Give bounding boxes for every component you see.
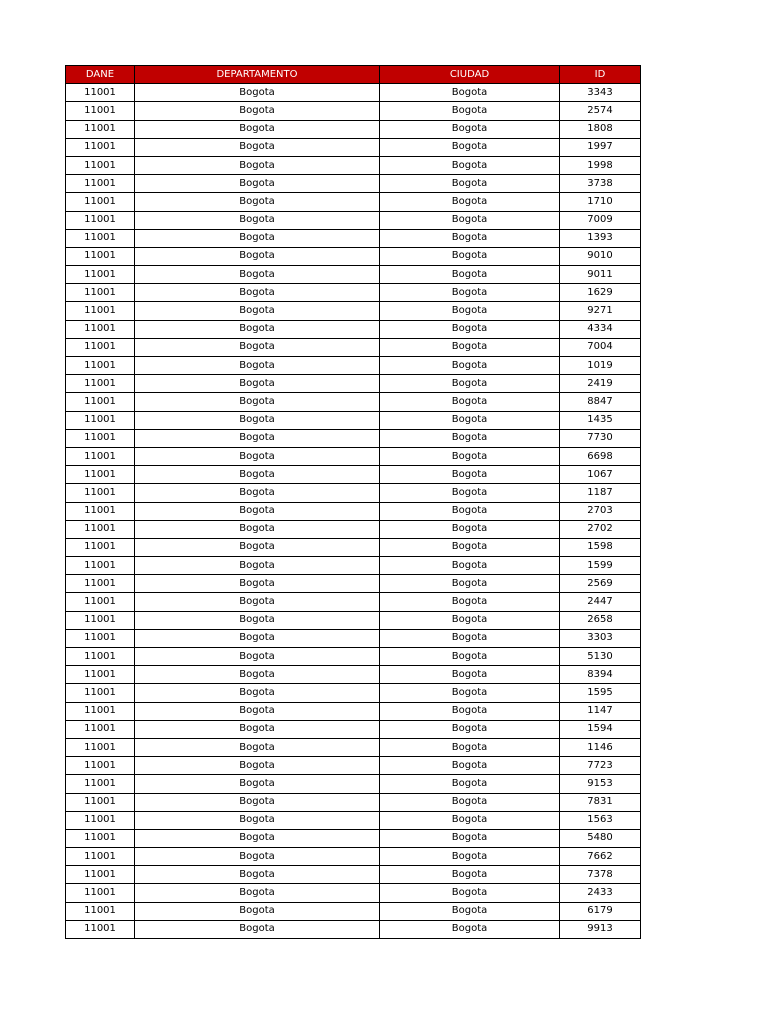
cell-departamento: Bogota <box>135 484 380 502</box>
table-row <box>66 702 641 720</box>
cell-id: 2658 <box>560 611 641 629</box>
cell-id: 7009 <box>560 211 641 229</box>
cell-id: 1147 <box>560 702 641 720</box>
cell-dane: 11001 <box>66 266 135 284</box>
table-row <box>66 811 641 829</box>
cell-dane: 11001 <box>66 484 135 502</box>
cell-dane: 11001 <box>66 320 135 338</box>
cell-id: 1393 <box>560 229 641 247</box>
cell-departamento: Bogota <box>135 738 380 756</box>
cell-id: 1997 <box>560 138 641 156</box>
cell-dane: 11001 <box>66 375 135 393</box>
cell-departamento: Bogota <box>135 302 380 320</box>
cell-dane: 11001 <box>66 738 135 756</box>
cell-departamento: Bogota <box>135 920 380 938</box>
table-row <box>66 593 641 611</box>
cell-departamento: Bogota <box>135 411 380 429</box>
cell-departamento: Bogota <box>135 338 380 356</box>
cell-id: 1019 <box>560 357 641 375</box>
cell-ciudad: Bogota <box>380 447 560 465</box>
table-row <box>66 502 641 520</box>
cell-ciudad: Bogota <box>380 738 560 756</box>
cell-id: 1067 <box>560 466 641 484</box>
cell-id: 1599 <box>560 557 641 575</box>
cell-id: 2569 <box>560 575 641 593</box>
cell-ciudad: Bogota <box>380 193 560 211</box>
cell-dane: 11001 <box>66 211 135 229</box>
cell-id: 1808 <box>560 120 641 138</box>
table-row <box>66 266 641 284</box>
table-row <box>66 757 641 775</box>
cell-id: 4334 <box>560 320 641 338</box>
cell-ciudad: Bogota <box>380 829 560 847</box>
table-row <box>66 648 641 666</box>
cell-departamento: Bogota <box>135 357 380 375</box>
cell-dane: 11001 <box>66 920 135 938</box>
table-row <box>66 411 641 429</box>
cell-ciudad: Bogota <box>380 902 560 920</box>
cell-departamento: Bogota <box>135 393 380 411</box>
cell-ciudad: Bogota <box>380 720 560 738</box>
table-row <box>66 229 641 247</box>
cell-ciudad: Bogota <box>380 702 560 720</box>
cell-dane: 11001 <box>66 848 135 866</box>
cell-id: 8394 <box>560 666 641 684</box>
cell-ciudad: Bogota <box>380 538 560 556</box>
cell-id: 2702 <box>560 520 641 538</box>
cell-id: 1998 <box>560 156 641 174</box>
cell-ciudad: Bogota <box>380 866 560 884</box>
table-row <box>66 393 641 411</box>
cell-departamento: Bogota <box>135 229 380 247</box>
cell-ciudad: Bogota <box>380 84 560 102</box>
cell-ciudad: Bogota <box>380 138 560 156</box>
cell-ciudad: Bogota <box>380 266 560 284</box>
cell-departamento: Bogota <box>135 684 380 702</box>
cell-departamento: Bogota <box>135 284 380 302</box>
cell-ciudad: Bogota <box>380 920 560 938</box>
cell-id: 9271 <box>560 302 641 320</box>
cell-dane: 11001 <box>66 120 135 138</box>
table-row <box>66 193 641 211</box>
cell-id: 2419 <box>560 375 641 393</box>
cell-ciudad: Bogota <box>380 156 560 174</box>
cell-dane: 11001 <box>66 520 135 538</box>
cell-dane: 11001 <box>66 156 135 174</box>
cell-id: 2574 <box>560 102 641 120</box>
cell-id: 1146 <box>560 738 641 756</box>
cell-id: 7378 <box>560 866 641 884</box>
cell-dane: 11001 <box>66 684 135 702</box>
cell-departamento: Bogota <box>135 648 380 666</box>
cell-departamento: Bogota <box>135 175 380 193</box>
cell-departamento: Bogota <box>135 156 380 174</box>
cell-id: 5480 <box>560 829 641 847</box>
cell-id: 5130 <box>560 648 641 666</box>
cell-ciudad: Bogota <box>380 757 560 775</box>
table-row <box>66 738 641 756</box>
cell-ciudad: Bogota <box>380 593 560 611</box>
cell-departamento: Bogota <box>135 811 380 829</box>
cell-dane: 11001 <box>66 793 135 811</box>
cell-id: 2447 <box>560 593 641 611</box>
cell-departamento: Bogota <box>135 447 380 465</box>
cell-id: 2703 <box>560 502 641 520</box>
cell-departamento: Bogota <box>135 429 380 447</box>
cell-ciudad: Bogota <box>380 575 560 593</box>
cell-ciudad: Bogota <box>380 120 560 138</box>
cell-ciudad: Bogota <box>380 211 560 229</box>
cell-id: 1563 <box>560 811 641 829</box>
cell-departamento: Bogota <box>135 702 380 720</box>
cell-id: 6179 <box>560 902 641 920</box>
table-row <box>66 175 641 193</box>
cell-dane: 11001 <box>66 648 135 666</box>
table-row <box>66 284 641 302</box>
cell-departamento: Bogota <box>135 193 380 211</box>
cell-ciudad: Bogota <box>380 557 560 575</box>
table-row <box>66 120 641 138</box>
cell-dane: 11001 <box>66 102 135 120</box>
cell-dane: 11001 <box>66 702 135 720</box>
cell-id: 1710 <box>560 193 641 211</box>
cell-departamento: Bogota <box>135 84 380 102</box>
table-row <box>66 520 641 538</box>
cell-id: 8847 <box>560 393 641 411</box>
cell-ciudad: Bogota <box>380 502 560 520</box>
cell-id: 1598 <box>560 538 641 556</box>
cell-dane: 11001 <box>66 502 135 520</box>
cell-dane: 11001 <box>66 720 135 738</box>
cell-departamento: Bogota <box>135 120 380 138</box>
cell-ciudad: Bogota <box>380 775 560 793</box>
cell-ciudad: Bogota <box>380 357 560 375</box>
cell-dane: 11001 <box>66 429 135 447</box>
table-row <box>66 302 641 320</box>
table-row <box>66 829 641 847</box>
cell-departamento: Bogota <box>135 320 380 338</box>
cell-dane: 11001 <box>66 229 135 247</box>
cell-dane: 11001 <box>66 666 135 684</box>
cell-ciudad: Bogota <box>380 629 560 647</box>
table-row <box>66 138 641 156</box>
cell-ciudad: Bogota <box>380 375 560 393</box>
cell-ciudad: Bogota <box>380 611 560 629</box>
cell-departamento: Bogota <box>135 502 380 520</box>
table-row <box>66 575 641 593</box>
header-departamento: DEPARTAMENTO <box>135 66 380 84</box>
table-row <box>66 211 641 229</box>
table-row <box>66 866 641 884</box>
cell-dane: 11001 <box>66 393 135 411</box>
cell-id: 1629 <box>560 284 641 302</box>
cell-ciudad: Bogota <box>380 102 560 120</box>
cell-ciudad: Bogota <box>380 229 560 247</box>
cell-id: 9913 <box>560 920 641 938</box>
cell-departamento: Bogota <box>135 720 380 738</box>
cell-id: 7831 <box>560 793 641 811</box>
table-row <box>66 848 641 866</box>
table-row <box>66 720 641 738</box>
cell-ciudad: Bogota <box>380 429 560 447</box>
table-row <box>66 538 641 556</box>
table-row <box>66 338 641 356</box>
table-row <box>66 902 641 920</box>
cell-dane: 11001 <box>66 466 135 484</box>
table-row <box>66 156 641 174</box>
cell-departamento: Bogota <box>135 902 380 920</box>
cell-ciudad: Bogota <box>380 884 560 902</box>
cell-dane: 11001 <box>66 575 135 593</box>
cell-dane: 11001 <box>66 247 135 265</box>
cell-departamento: Bogota <box>135 375 380 393</box>
cell-dane: 11001 <box>66 338 135 356</box>
table-header <box>66 66 641 84</box>
header-id: ID <box>560 66 641 84</box>
table-row <box>66 557 641 575</box>
table-row <box>66 629 641 647</box>
cell-ciudad: Bogota <box>380 793 560 811</box>
cell-departamento: Bogota <box>135 466 380 484</box>
cell-dane: 11001 <box>66 902 135 920</box>
table-row <box>66 357 641 375</box>
cell-departamento: Bogota <box>135 593 380 611</box>
cell-id: 9010 <box>560 247 641 265</box>
table-body <box>66 84 641 939</box>
cell-dane: 11001 <box>66 611 135 629</box>
cell-dane: 11001 <box>66 557 135 575</box>
data-table <box>65 65 641 939</box>
header-dane: DANE <box>66 66 135 84</box>
cell-dane: 11001 <box>66 829 135 847</box>
cell-departamento: Bogota <box>135 138 380 156</box>
cell-ciudad: Bogota <box>380 411 560 429</box>
cell-ciudad: Bogota <box>380 393 560 411</box>
cell-dane: 11001 <box>66 775 135 793</box>
cell-ciudad: Bogota <box>380 684 560 702</box>
cell-ciudad: Bogota <box>380 520 560 538</box>
table-row <box>66 247 641 265</box>
table-row <box>66 666 641 684</box>
cell-id: 3303 <box>560 629 641 647</box>
cell-departamento: Bogota <box>135 575 380 593</box>
cell-id: 9011 <box>560 266 641 284</box>
cell-ciudad: Bogota <box>380 247 560 265</box>
cell-ciudad: Bogota <box>380 466 560 484</box>
cell-id: 6698 <box>560 447 641 465</box>
cell-dane: 11001 <box>66 811 135 829</box>
cell-departamento: Bogota <box>135 757 380 775</box>
table-row <box>66 102 641 120</box>
table-row <box>66 84 641 102</box>
cell-departamento: Bogota <box>135 520 380 538</box>
cell-departamento: Bogota <box>135 247 380 265</box>
cell-id: 7662 <box>560 848 641 866</box>
cell-departamento: Bogota <box>135 793 380 811</box>
table-row <box>66 429 641 447</box>
cell-ciudad: Bogota <box>380 320 560 338</box>
cell-departamento: Bogota <box>135 557 380 575</box>
cell-id: 1435 <box>560 411 641 429</box>
cell-id: 9153 <box>560 775 641 793</box>
cell-ciudad: Bogota <box>380 811 560 829</box>
cell-id: 1595 <box>560 684 641 702</box>
cell-departamento: Bogota <box>135 866 380 884</box>
cell-dane: 11001 <box>66 284 135 302</box>
cell-dane: 11001 <box>66 84 135 102</box>
cell-id: 3343 <box>560 84 641 102</box>
cell-dane: 11001 <box>66 302 135 320</box>
cell-id: 3738 <box>560 175 641 193</box>
cell-id: 2433 <box>560 884 641 902</box>
table-row <box>66 484 641 502</box>
cell-id: 1594 <box>560 720 641 738</box>
table-row <box>66 775 641 793</box>
cell-ciudad: Bogota <box>380 484 560 502</box>
table-row <box>66 320 641 338</box>
table-row <box>66 793 641 811</box>
table-row <box>66 447 641 465</box>
cell-departamento: Bogota <box>135 102 380 120</box>
cell-departamento: Bogota <box>135 848 380 866</box>
cell-dane: 11001 <box>66 538 135 556</box>
cell-dane: 11001 <box>66 884 135 902</box>
cell-dane: 11001 <box>66 447 135 465</box>
cell-ciudad: Bogota <box>380 648 560 666</box>
cell-ciudad: Bogota <box>380 666 560 684</box>
cell-departamento: Bogota <box>135 629 380 647</box>
header-row <box>66 66 641 84</box>
cell-ciudad: Bogota <box>380 848 560 866</box>
table-row <box>66 375 641 393</box>
cell-departamento: Bogota <box>135 829 380 847</box>
cell-dane: 11001 <box>66 175 135 193</box>
cell-departamento: Bogota <box>135 266 380 284</box>
cell-departamento: Bogota <box>135 211 380 229</box>
cell-dane: 11001 <box>66 866 135 884</box>
cell-dane: 11001 <box>66 357 135 375</box>
cell-departamento: Bogota <box>135 538 380 556</box>
table-row <box>66 684 641 702</box>
header-ciudad: CIUDAD <box>380 66 560 84</box>
cell-dane: 11001 <box>66 757 135 775</box>
table-row <box>66 920 641 938</box>
cell-ciudad: Bogota <box>380 338 560 356</box>
cell-departamento: Bogota <box>135 611 380 629</box>
cell-dane: 11001 <box>66 629 135 647</box>
cell-dane: 11001 <box>66 193 135 211</box>
cell-dane: 11001 <box>66 593 135 611</box>
cell-departamento: Bogota <box>135 666 380 684</box>
cell-dane: 11001 <box>66 138 135 156</box>
cell-ciudad: Bogota <box>380 175 560 193</box>
cell-ciudad: Bogota <box>380 302 560 320</box>
cell-id: 7730 <box>560 429 641 447</box>
table-row <box>66 466 641 484</box>
cell-dane: 11001 <box>66 411 135 429</box>
table-row <box>66 611 641 629</box>
cell-id: 1187 <box>560 484 641 502</box>
table-row <box>66 884 641 902</box>
cell-id: 7723 <box>560 757 641 775</box>
cell-ciudad: Bogota <box>380 284 560 302</box>
cell-id: 7004 <box>560 338 641 356</box>
cell-departamento: Bogota <box>135 775 380 793</box>
cell-departamento: Bogota <box>135 884 380 902</box>
